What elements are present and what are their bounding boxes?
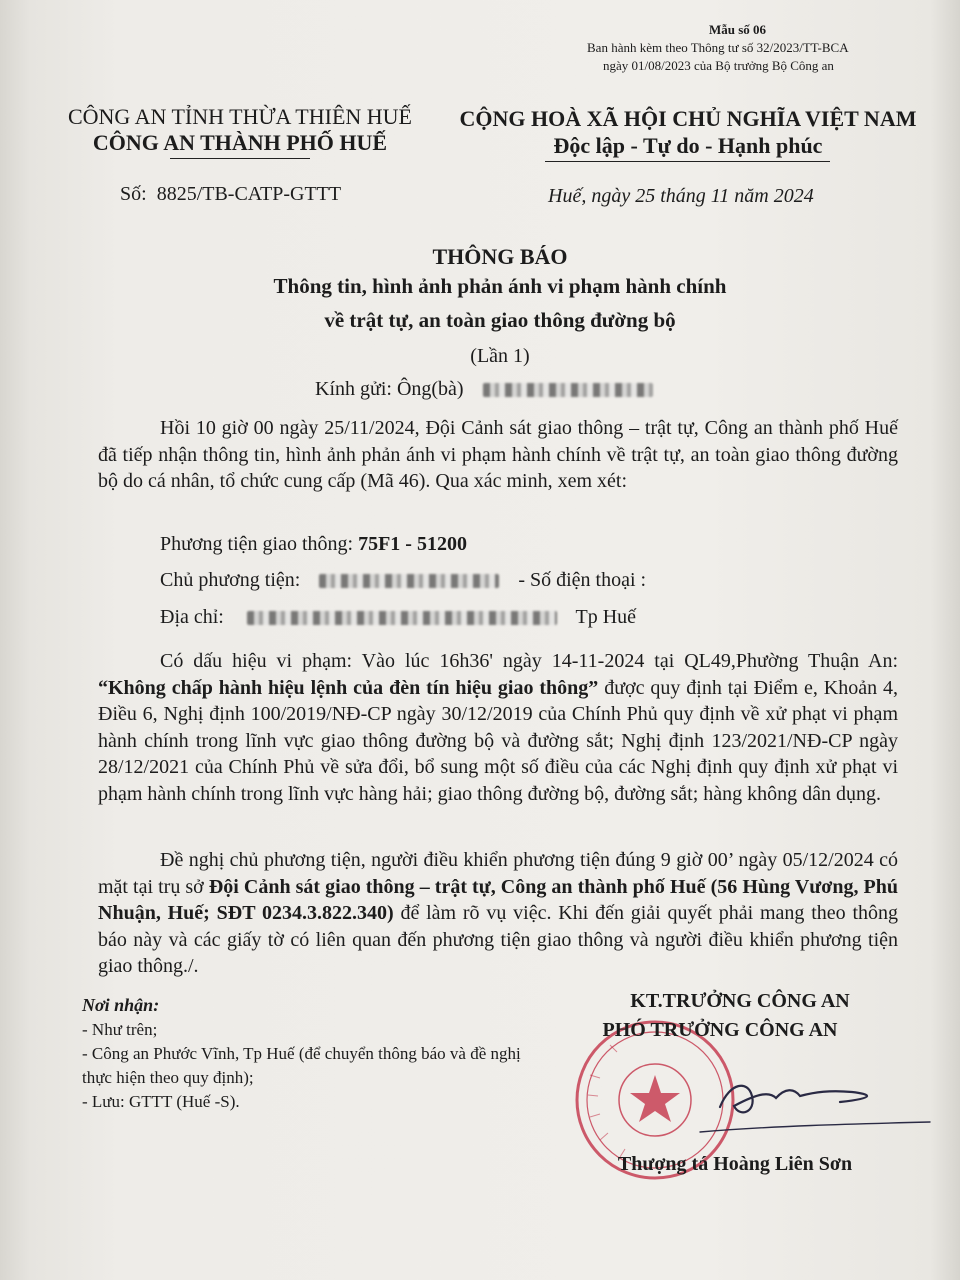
motto-underline — [545, 161, 830, 162]
paragraph-violation — [98, 648, 898, 807]
recipient-item: - Công an Phước Vĩnh, Tp Huế (để chuyển thông báo và đề nghị thực hiện theo quy định); — [82, 1044, 521, 1087]
recipient-item: - Như trên; — [82, 1020, 158, 1039]
redacted-recipient-name — [483, 383, 653, 397]
handwritten-signature — [690, 1062, 940, 1142]
redacted-owner-name — [319, 574, 499, 588]
address-label: Địa chỉ: — [160, 606, 224, 628]
document-number — [120, 183, 341, 206]
recipients-list — [82, 1018, 522, 1114]
document-number-value: 8825/TB-CATP-GTTT — [156, 183, 342, 205]
violation-intro: Có dấu hiệu vi phạm: Vào lúc 16h36' ngày 14-11-2024 tại QL49,Phường Thuận An: — [160, 650, 898, 672]
agency-parent: CÔNG AN TỈNH THỪA THIÊN HUẾ — [67, 104, 412, 129]
redacted-address — [247, 611, 557, 625]
vehicle-line — [160, 533, 467, 556]
attempt-number: (Lần 1) — [470, 345, 530, 367]
recipients-title: Nơi nhận: — [82, 995, 160, 1015]
request-instructions: để làm rõ vụ việc. Khi đến giải quyết phải mang theo thông báo này và các giấy tờ có liên quan đến phương tiện giao thông và người điều khiển phương tiện giao thông./. — [98, 902, 899, 977]
vehicle-label: Phương tiện giao thông: — [160, 533, 354, 555]
violation-description: “Không chấp hành hiệu lệnh của đèn tín hiệu giao thông” — [98, 676, 599, 699]
signature-title-line2: PHÓ TRƯỞNG CÔNG AN — [602, 1019, 838, 1041]
date-place: Huế, ngày 25 tháng 11 năm 2024 — [548, 185, 814, 207]
form-basis-line1: Ban hành kèm theo Thông tư số 32/2023/TT-BCA — [587, 40, 849, 55]
recipient-line — [315, 378, 653, 401]
paragraph-request — [98, 847, 898, 980]
signature-title-line1: KT.TRƯỞNG CÔNG AN — [630, 990, 850, 1012]
vehicle-plate: 75F1 - 51200 — [358, 533, 467, 555]
paragraph-receipt: Hồi 10 giờ 00 ngày 25/11/2024, Đội Cảnh sát giao thông – trật tự, Công an thành phố Huế đã tiếp nhận thông tin, hình ảnh phản ánh vi phạm hành chính về trật tự, an toàn giao thông đường bộ do cá nhân, tổ chức cung cấp (Mã 46). Qua xác minh, xem xét: — [98, 417, 898, 492]
address-city: Tp Huế — [575, 606, 637, 628]
agency-name: CÔNG AN THÀNH PHỐ HUẾ — [92, 130, 388, 155]
phone-label: - Số điện thoại : — [518, 569, 647, 591]
recipient-label: Kính gửi: Ông(bà) — [315, 378, 464, 400]
signatory-name: Thượng tá Hoàng Liên Sơn — [617, 1153, 853, 1175]
violation-legal-basis: được quy định tại Điểm e, Khoản 4, Điều 6, Nghị định 100/2019/NĐ-CP ngày 30/12/2019 của Chính Phủ quy định về xử phạt vi phạm hành chính trong lĩnh vực giao thông đường bộ và đường sắt; Nghị định 123/2021/NĐ-CP ngày 28/12/2021 của Chính Phủ về sửa đổi, bổ sung một số điều của các Nghị định quy định xử phạt vi phạm hành chính trong lĩnh vực hàng hải; giao thông đường bộ, đường sắt; hàng không dân dụng. — [98, 676, 898, 805]
document-number-label: Số: — [120, 183, 147, 205]
address-line — [160, 606, 636, 629]
document-title: THÔNG BÁO — [432, 244, 568, 269]
document-subtitle-line1: Thông tin, hình ảnh phản ánh vi phạm hành chính — [273, 274, 727, 298]
owner-line — [160, 569, 646, 592]
owner-label: Chủ phương tiện: — [160, 569, 301, 591]
form-number: Mẫu số 06 — [709, 22, 767, 37]
national-motto: Độc lập - Tự do - Hạnh phúc — [553, 133, 823, 158]
agency-underline — [170, 158, 310, 159]
document-subtitle-line2: về trật tự, an toàn giao thông đường bộ — [324, 308, 676, 332]
form-basis-line2: ngày 01/08/2023 của Bộ trưởng Bộ Công an — [603, 58, 834, 73]
request-intro: Đề nghị chủ phương tiện, người điều khiển phương tiện đúng 9 giờ 00’ ngày 05/12/2024 có mặt tại trụ sở — [98, 849, 898, 898]
request-office: Đội Cảnh sát giao thông – trật tự, Công an thành phố Huế (56 Hùng Vương, Phú Nhuận, Huế; SĐT 0234.3.822.340) — [98, 875, 898, 924]
recipient-item: - Lưu: GTTT (Huế -S). — [82, 1092, 240, 1111]
country-name: CỘNG HOÀ XÃ HỘI CHỦ NGHĨA VIỆT NAM — [459, 106, 917, 131]
